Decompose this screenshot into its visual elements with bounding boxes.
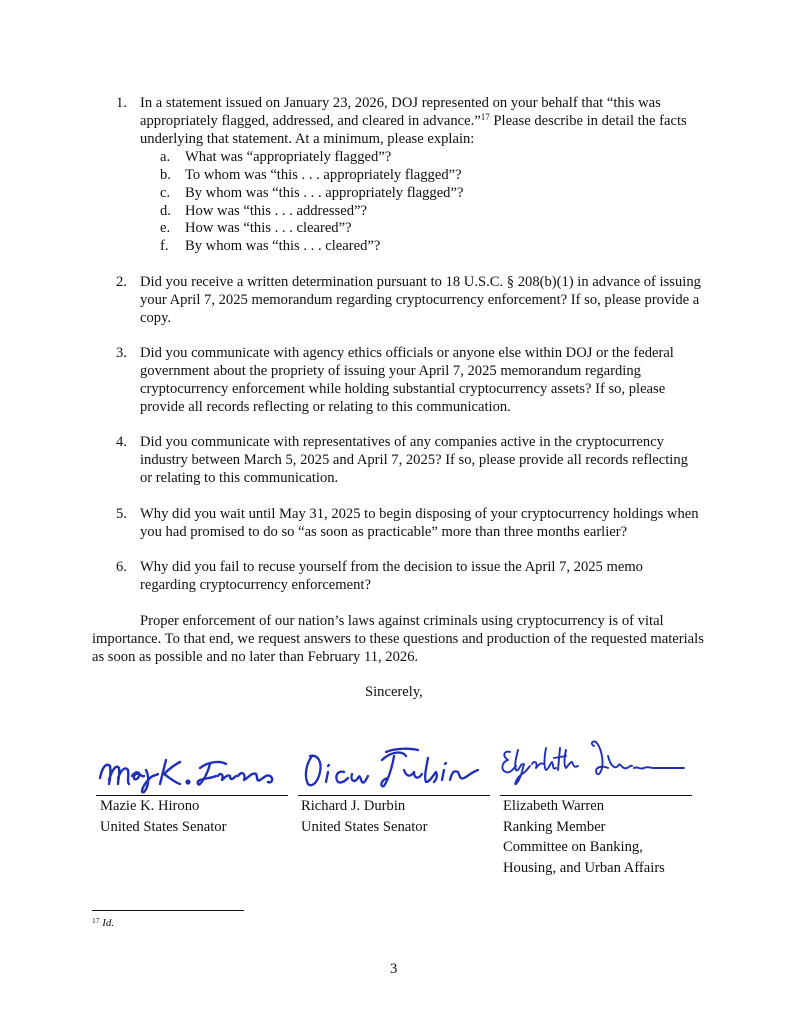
signature-durbin	[300, 742, 486, 796]
question-2	[92, 273, 702, 327]
question-number: 1.	[116, 95, 127, 111]
question-5	[92, 505, 702, 541]
signer-name: Richard J. Durbin	[301, 798, 406, 814]
signer-title: Ranking Member	[503, 818, 606, 835]
question-text: Why did you fail to recuse yourself from the decision to issue the April 7, 2025 memo regarding cryptocurrency enforcement?	[140, 559, 643, 593]
handwritten-signature-icon	[300, 742, 486, 796]
question-number: 5.	[116, 506, 127, 522]
question-text: In a statement issued on January 23, 2026, DOJ represented on your behalf that “this was appropriately flagged, addressed, and cleared in advance.”$^{17}$ Please describe in detail the facts underlying that statement. At a minimum, please explain:	[140, 95, 687, 147]
letter-page: 1. In a statement issued on January 23, 2026, DOJ represented on your behalf that “this was appropriately flagged, addressed, and cleared in advance.”$^{17}$ Please describe in detail the facts underlying that statement. At a minimum, please explain: a. What was “appropriately flagged”? b. To whom was “this . . . appropriately flagged”? c. By whom was “this . . . appropriately flagged”? d. How was “this . . . addressed”? e. How was “this . . . cleared”? f. By whom was “this . . . cleared”? 2. Did you receive a written determination pursuant to 18 U.S.C. § 208(b)(1) in advance of issuing your April 7, 2025 memorandum regarding cryptocurrency enforcement? If so, please provide a copy. 3. Did you communicate with agency ethics officials or anyone else within DOJ or the federal government about the propriety of issuing your April 7, 2025 memorandum regarding cryptocurrency enforcement while holding substantial cryptocurrency assets? If so, please provide all records reflecting or relating to this communication. 4. Did you communicate with representatives of any companies active in the cryptocurrency industry between March 5, 2025 and April 7, 2025? If so, please provide all records reflecting or relating to this communication. 5. Why did you wait until May 31, 2025 to begin disposing of your cryptocurrency holdings when you had promised to do so “as soon as practicable” more than three months earlier? 6. Why did you fail to recuse yourself from the decision to issue the April 7, 2025 memo regarding cryptocurrency enforcement? Proper enforcement of our nation’s laws against criminals using cryptocurrency is of vital importance. To that end, we request answers to these questions and production of the requested materials as soon as possible and no later than February 11, 2026. Sincerely, Mazie K. Hirono United States Senator Richard J. Durbin United States Senator Elizabeth Warren Ranking Member Committee on Banking, Housing, and Urban Affairs $^{17}$ Id. 3	[92, 95, 704, 977]
question-6	[92, 558, 702, 594]
footnote: $^{17}$ Id.	[92, 916, 115, 929]
question-3	[92, 344, 702, 416]
signer-name: Mazie K. Hirono	[100, 798, 200, 814]
page-number: 3	[390, 961, 398, 977]
question-4	[92, 433, 702, 487]
closing-paragraph: Proper enforcement of our nation’s laws against criminals using cryptocurrency is of vital importance. To that end, we request answers to these questions and production of the requested materials as soon as possible and no later than February 11, 2026.	[92, 613, 704, 665]
signer-title: Committee on Banking,	[503, 839, 643, 855]
signer-title: United States Senator	[301, 818, 428, 835]
signature-warren	[500, 736, 690, 794]
question-text: Why did you wait until May 31, 2025 to begin disposing of your cryptocurrency holdings when you had promised to do so “as soon as practicable” more than three months earlier?	[140, 506, 699, 540]
question-number: 4.	[116, 434, 127, 450]
question-text: Did you receive a written determination pursuant to 18 U.S.C. § 208(b)(1) in advance of issuing your April 7, 2025 memorandum regarding cryptocurrency enforcement? If so, please provide a copy.	[140, 274, 701, 326]
signer-name: Elizabeth Warren	[503, 798, 605, 814]
signer-warren	[503, 796, 665, 878]
question-1	[92, 94, 702, 148]
valediction: Sincerely,	[365, 684, 423, 700]
signer-hirono	[100, 796, 226, 837]
handwritten-signature-icon	[500, 736, 690, 794]
question-number: 2.	[116, 274, 127, 290]
question-number: 6.	[116, 559, 127, 575]
signer-title: United States Senator	[100, 818, 227, 835]
signer-durbin	[301, 796, 427, 837]
handwritten-signature-icon	[96, 748, 292, 796]
signer-title: Housing, and Urban Affairs	[503, 859, 665, 876]
question-text: Did you communicate with representatives of any companies active in the cryptocurrency industry between March 5, 2025 and April 7, 2025? If so, please provide all records reflecting or relating to this communication.	[140, 434, 688, 486]
footnote-rule	[92, 910, 244, 911]
question-text: Did you communicate with agency ethics officials or anyone else within DOJ or the federal government about the propriety of issuing your April 7, 2025 memorandum regarding cryptocurrency enforcement while holding substantial cryptocurrency assets? If so, please provide all records reflecting or relating to this communication.	[140, 345, 674, 415]
footnote-ref: 17	[480, 112, 490, 122]
signature-hirono	[96, 748, 292, 796]
question-number: 3.	[116, 345, 127, 361]
